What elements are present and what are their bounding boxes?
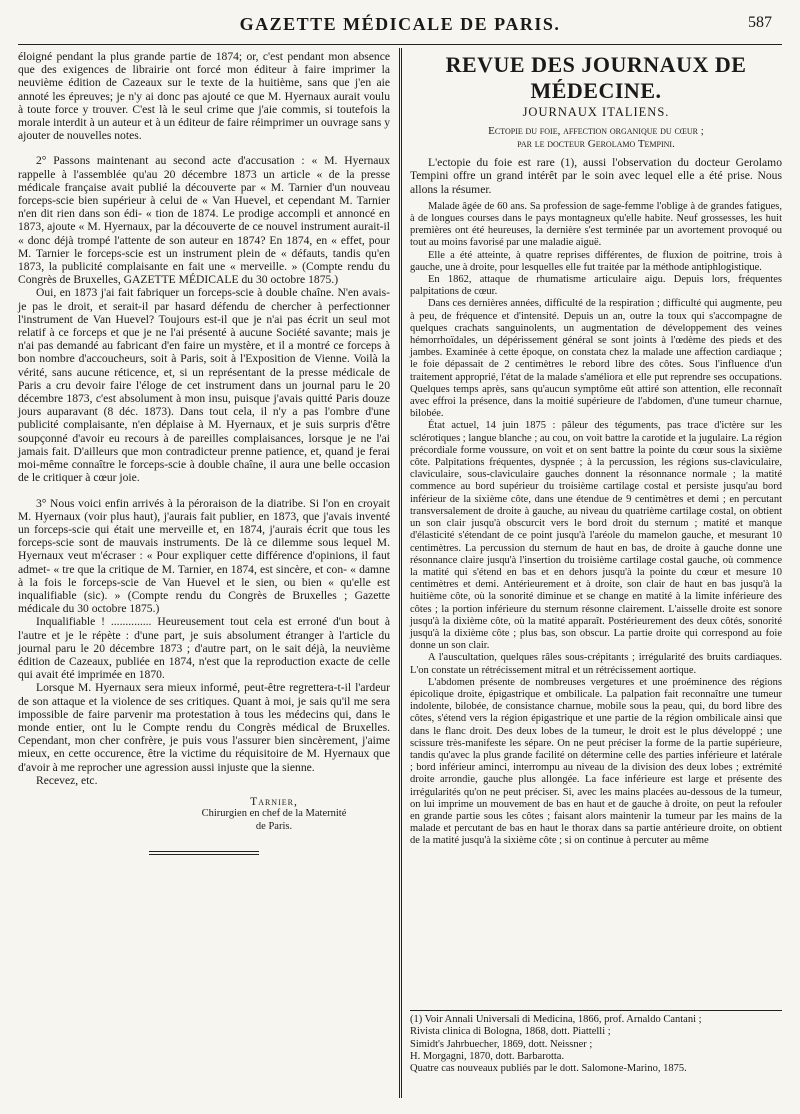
article-title-line: Ectopie du foie, affection organique du cœur ; <box>488 125 704 138</box>
paragraph: État actuel, 14 juin 1875 : pâleur des téguments, pas trace d'ictère sur les sclérotiques ; langue blanche ; au cou, on voit battre la carotide et la jugulaire. La région précordiale forme voussure, on voit et on sent battre la pointe du cœur sous la sixième côte. Palpitations fréquentes, dyspnée ; à la percussion, les régions sus-claviculaire, claviculaire, sous-claviculaire gauches donnent la résonnance normale ; la matité commence au bord supérieur du troisième cartilage costal et persiste jusqu'au bord inférieur de la sixième côte, dans une étendue de 9 centimètres et demi ; en percutant transversalement de droite à gauche, au niveau du quatrième cartilage costal, on obtient un son clair jusqu'à obscurcit vers le bord droit du sternum ; matité et manque d'élasticité s'étendant de ce point jusqu'à l'aréole du mamelon gauche, et mesurant 10 centimètres. La percussion du sternum de haut en bas, de droite à gauche donne une résonnance claire jusqu'à l'insertion du troisième cartilage costal gauche, où commence la matité qui s'étend en bas et en dehors jusqu'à la pointe du cœur et mesure 10 centimètres et demi. Antérieurement et à droite, son clair de haut en bas jusqu'à la huitième côte, où la sonorité diminue et se change en matité à la limite inférieure des côtes ; la portion inférieure du sternum résonne clairement. L'aisselle droite est sonore jusqu'à la dixième côte, où la matité apparaît. Postérieurement des deux côtés, sonorité jusqu'à la dixième côte ; plus bas, son obscur. La partie droite qui correspond au foie donne un son clair. <box>410 420 782 652</box>
article-author: par le docteur Gerolamo Tempini. <box>517 138 675 151</box>
end-rule <box>149 851 259 852</box>
right-column <box>410 50 782 848</box>
paragraph: Recevez, etc. <box>36 773 98 787</box>
column-divider <box>399 48 402 1098</box>
article-title <box>410 125 782 151</box>
signature-role: de Paris. <box>255 820 293 832</box>
footnote: Quatre cas nouveaux publiés par le dott. Salomone-Marino, 1875. <box>410 1063 687 1075</box>
footnote: (1) Voir Annali Universali di Medicina, 1866, prof. Arnaldo Cantani ; <box>410 1014 702 1025</box>
paragraph: Dans ces dernières années, difficulté de la respiration ; difficulté qui augmente, peu à peu, de fréquence et d'intensité. Depuis un an, outre la toux qui s'accompagne de quelques crachats sanguinolents, un augmentation de développement des veines hémorrhoïdales, un dépérissement général se sont joints à l'œdème des pieds et des jambes. Examinée à cette époque, on constata chez la malade une affection cardiaque ; le foie dépassait de 2 centimètres le rebord libre des côtes. Sous l'influence d'un traitement approprié, l'état de la malade s'améliora et elle put reprendre ses occupations. Quelques temps après, sans qu'aucun symptôme eût attiré son attention, elle reconnaît avec effroi la présence, dans la moitié supérieure de l'abdomen, d'une tumeur charnue, bilobée. <box>410 298 782 420</box>
page-header <box>0 14 800 36</box>
paragraph: éloigné pendant la plus grande partie de 1874; or, c'est pendant mon absence que des exigences de librairie ont forcé mon éditeur à faire imprimer la neuvième édition de Cazeaux sur le texte de la huitième, sans que j'en aie annoté les épreuves; je n'y ai donc pas ajouté ce que M. Hyernaux aurait voulu à toute force y trouver. C'est là le seul crime que j'aie commis, si toutefois la morale interdit à un auteur et à un éditeur de faire réimprimer un ouvrage sans y ajouter de nouvelles notes. <box>18 50 390 143</box>
end-rule <box>149 854 259 855</box>
paragraph: L'abdomen présente de nombreuses vergetures et une proéminence des régions épicolique droite, épigastrique et ombilicale. La palpation fait reconnaître une tumeur indolente, bilobée, de consistance charnue, mobile sous la peau, qui, du bord libre des côtes, s'étend vers la région épigastrique et une partie de la région ombilicale ainsi que dans le flanc droit. Des deux lobes de la tumeur, le droit est le plus développé ; une scissure très-manifeste les sépare. On ne peut préciser la forme de la partie supérieure, tandis qu'avec la plus grande facilité on détermine celle des parties inférieure et latérale ; bord inférieur aminci, interrompu au niveau de la division des deux lobes ; extrémité droite arrondie, gauche plus allongée. La face inférieure est large et présente des irrégularités qu'on ne peut préciser. Si, avec les mains placées au-dessous de la tumeur, on lui imprime un mouvement de bas en haut et de gauche à droite, on peut la refouler en grande partie sous les côtes ; faisant alors maintenir la tumeur par les mains de la malade et percutant de bas en haut le thorax dans sa partie antérieure droite, on obtient de la matité jusqu'à la sixième côte ; si on continue à percuter au même <box>410 676 782 847</box>
paragraph: L'ectopie du foie est rare (1), aussi l'observation du docteur Gerolamo Tempini offre un grand intérêt par le soin avec lequel elle a été prise. Nous allons la résumer. <box>410 156 782 196</box>
paragraph: Malade âgée de 60 ans. Sa profession de sage-femme l'oblige à de grandes fatigues, à de longues courses dans le pays montagneux qu'elle habite. Neuf grossesses, les huit premières ont été heureuses, la dernière s'est terminée par un avortement provoqué ou tout au moins favorisé par une maladie aiguë. <box>410 200 782 249</box>
section-subtitle: JOURNAUX ITALIENS. <box>522 105 670 119</box>
left-column <box>18 50 390 855</box>
paragraph: 2° Passons maintenant au second acte d'accusation : « M. Hyernaux rappelle à l'assemblée qu'au 20 décembre 1873 un article « de la presse médicale française avait publié la découverte par « M. Tarnier d'un nouveau forceps-scie bien supérieur à celui de « Van Huevel, et cependant M. Tarnier n'en dit rien dans son édi- « tion de 1874. Le prodige accompli et annoncé en 1873, ajoute « M. Hyernaux, par la découverte de ce nouvel instrument aurait-il « donc déjà trompé l'attente de son auteur en 1874? En 1874, en « effet, pour M. Tarnier le forceps-scie est un instrument plein de « défauts, tandis qu'en 1873, la publicité complaisante en fait une « merveille. » (Compte rendu du Congrès de Bruxelles, GAZETTE MÉDICALE du 30 octobre 1875.) <box>18 154 390 287</box>
paragraph: A l'auscultation, quelques râles sous-crépitants ; irrégularité des bruits cardiaques. L'on constate un rétrécissement mitral et un rétrécissement aortique. <box>410 652 782 676</box>
footnote-rule <box>410 1010 782 1011</box>
paragraph: Lorsque M. Hyernaux sera mieux informé, peut-être regrettera-t-il l'ardeur de son attaque et la violence de ses critiques. Quant à moi, je sais qu'il me sera impossible de faire parvenir ma protestation à tous les médecins qui, dans le monde entier, ont lu le Compte rendu du Congrès médical de Bruxelles. Cependant, mon cher confrère, je puis vous l'assurer bien sincèrement, j'aime mieux, en cette occurence, être la victime du réquisitoire de M. Hyernaux que d'avoir à me reprocher une agression aussi injuste que la sienne. <box>18 681 390 774</box>
paragraph: Elle a été atteinte, à quatre reprises différentes, de fluxion de poitrine, trois à gauche, une à droite, pour lesquelles elle fut traitée par la méthode antiphlogistique. <box>410 249 782 273</box>
footnote: Simidt's Jahrbuecher, 1869, dott. Neissner ; <box>410 1038 593 1050</box>
paragraph: Oui, en 1873 j'ai fait fabriquer un forceps-scie à double chaîne. N'en avais-je pas le droit, et serait-il par hasard défendu de chercher à perfectionner l'instrument de Van Huevel? Toujours est-il que je n'ai pas écrit un seul mot relatif à ce forceps et que je ne l'ai présenté à aucune Société savante; mais je n'ai pas demandé au fabricant d'en faire un mystère, et il a montré ce forceps à bon nombre d'accoucheurs, soit à Paris, soit à l'Exposition de Vienne. Voilà la vérité, sans aucune réticence, et, si un représentant de la presse médicale de Paris a cru devoir faire l'éloge de cet instrument dans un journal paru le 20 décembre 1873, c'est absolument à mon insu, puisque j'avais quitté Paris douze jours auparavant (8 déc. 1873). Dans tout cela, il n'y a pas l'ombre d'une publicité complaisante, n'en déplaise à M. Hyernaux, et je suis surpris d'être soupçonné d'avoir eu recours à de pareilles complaisances, lorsque je ne l'ai jamais fait. D'ailleurs que mon contradicteur prenne patience, et, quand je ferai moi-même connaître le forceps-scie à double chaîne, il aura une belle occasion de le critiquer à cœur joie. <box>18 286 390 485</box>
signature-role: Chirurgien en chef de la Maternité <box>201 808 347 820</box>
paragraph: En 1862, attaque de rhumatisme articulaire aigu. Depuis lors, fréquentes palpitations de cœur. <box>410 274 782 298</box>
journal-title: GAZETTE MÉDICALE DE PARIS. <box>239 14 561 34</box>
signature-name: Tarnier, <box>250 794 298 808</box>
section-title: REVUE DES JOURNAUX DE MÉDECINE. <box>445 52 747 103</box>
paragraph: 3° Nous voici enfin arrivés à la péroraison de la diatribe. Si l'on en croyait M. Hyernaux (voir plus haut), j'aurais fait publier, en 1873, que j'avais inventé un forceps-scie qui était une merveille et, en 1874, j'aurais écrit que tous les forceps-scie sont de mauvais instruments. De là ce dilemme sous lequel M. Hyernaux veut m'écraser : « Pour expliquer cette différence d'opinions, il faut admet- « tre que la critique de M. Tarnier, en 1874, est sincère, et con- « damne à la fois le forceps-scie de Van Huevel et le sien, ou bien « qu'elle est inqualifiable (sic). » (Compte rendu du Congrès de Bruxelles ; Gazette médicale du 30 octobre 1875.) <box>18 496 390 616</box>
footnote: H. Morgagni, 1870, dott. Barbarotta. <box>410 1050 565 1062</box>
signature-block <box>18 795 390 833</box>
footnote: Rivista clinica di Bologna, 1868, dott. Piattelli ; <box>410 1026 611 1038</box>
page-number: 587 <box>748 14 772 31</box>
footnotes <box>410 1014 782 1075</box>
header-rule <box>18 44 782 45</box>
paragraph: Inqualifiable ! .............. Heureusement tout cela est erroné d'un bout à l'autre et je le répète : d'une part, je suis absolument étranger à l'article du journal paru le 20 décembre 1873 ; d'autre part, on le sait déjà, la neuvième édition de Cazeaux, publiée en 1874, n'est que la reproduction exacte de celle qui avait été imprimée en 1870. <box>18 615 390 682</box>
